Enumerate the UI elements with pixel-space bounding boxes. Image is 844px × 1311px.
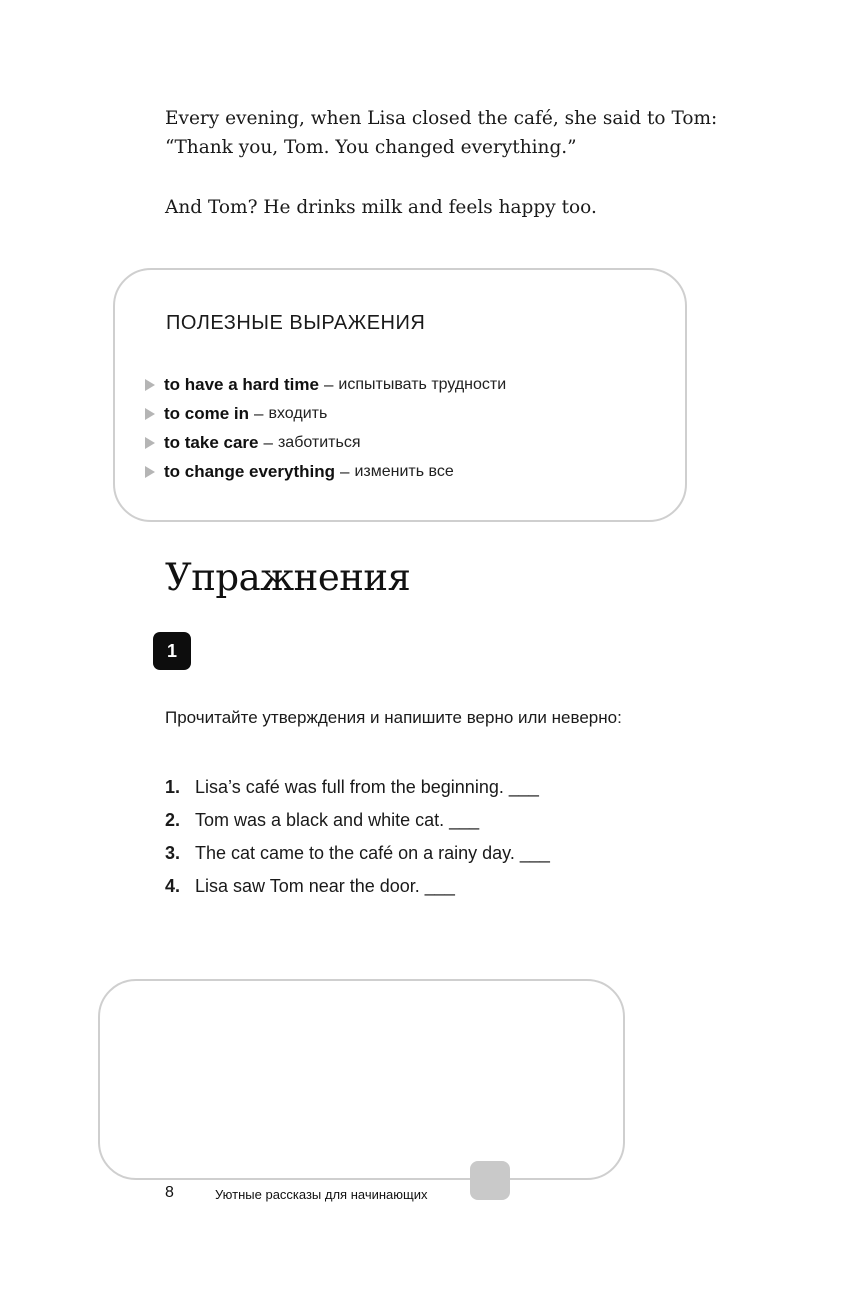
useful-phrases-title: ПОЛЕЗНЫЕ ВЫРАЖЕНИЯ	[166, 312, 426, 334]
exercise-statements	[165, 771, 550, 903]
statement-text: The cat came to the café on a rainy day. ___	[195, 843, 550, 863]
phrase-translation: заботиться	[277, 434, 361, 451]
exercise-statement	[165, 837, 550, 870]
statement-number: 4.	[165, 876, 181, 896]
triangle-bullet-icon	[145, 379, 155, 391]
phrase-item	[145, 457, 506, 486]
phrase-dash: –	[263, 433, 273, 452]
story-text	[165, 104, 750, 253]
phrase-term: to have a hard time	[164, 375, 319, 394]
statement-number: 2.	[165, 810, 181, 830]
exercise-statement	[165, 870, 550, 903]
phrase-term: to come in	[164, 404, 250, 423]
triangle-bullet-icon	[145, 466, 155, 478]
exercise-statement	[165, 771, 550, 804]
statement-text: Lisa’s café was full from the beginning. ___	[195, 777, 539, 797]
triangle-bullet-icon	[145, 408, 155, 420]
answer-area-box	[98, 979, 625, 1180]
page-tab-marker	[470, 1161, 510, 1200]
phrase-item	[145, 399, 506, 428]
statement-number: 3.	[165, 843, 181, 863]
phrase-translation: входить	[268, 405, 328, 422]
exercises-heading: Упражнения	[165, 556, 411, 599]
story-paragraph-1: Every evening, when Lisa closed the café, she said to Tom: “Thank you, Tom. You changed everything.”	[165, 108, 718, 158]
phrase-term: to take care	[164, 433, 259, 452]
phrase-item	[145, 428, 506, 457]
phrase-dash: –	[254, 404, 264, 423]
triangle-bullet-icon	[145, 437, 155, 449]
statement-number: 1.	[165, 777, 181, 797]
phrase-dash: –	[323, 375, 334, 394]
phrase-translation: испытывать трудности	[338, 376, 507, 393]
phrase-item	[145, 370, 506, 399]
useful-phrases-list	[145, 370, 506, 486]
running-footer-title: Уютные рассказы для начинающих	[215, 1187, 428, 1202]
statement-text: Tom was a black and white cat. ___	[195, 810, 480, 830]
phrase-dash: –	[339, 462, 350, 481]
exercise-number-badge: 1	[153, 632, 191, 670]
phrase-term: to change everything	[164, 462, 335, 481]
exercise-statement	[165, 804, 550, 837]
exercise-instruction: Прочитайте утверждения и напишите верно или неверно:	[165, 708, 622, 727]
page-number: 8	[165, 1184, 174, 1201]
story-paragraph-2: And Tom? He drinks milk and feels happy too.	[165, 197, 597, 218]
statement-text: Lisa saw Tom near the door. ___	[195, 876, 455, 896]
useful-phrases-box	[113, 268, 687, 522]
phrase-translation: изменить все	[354, 463, 454, 480]
